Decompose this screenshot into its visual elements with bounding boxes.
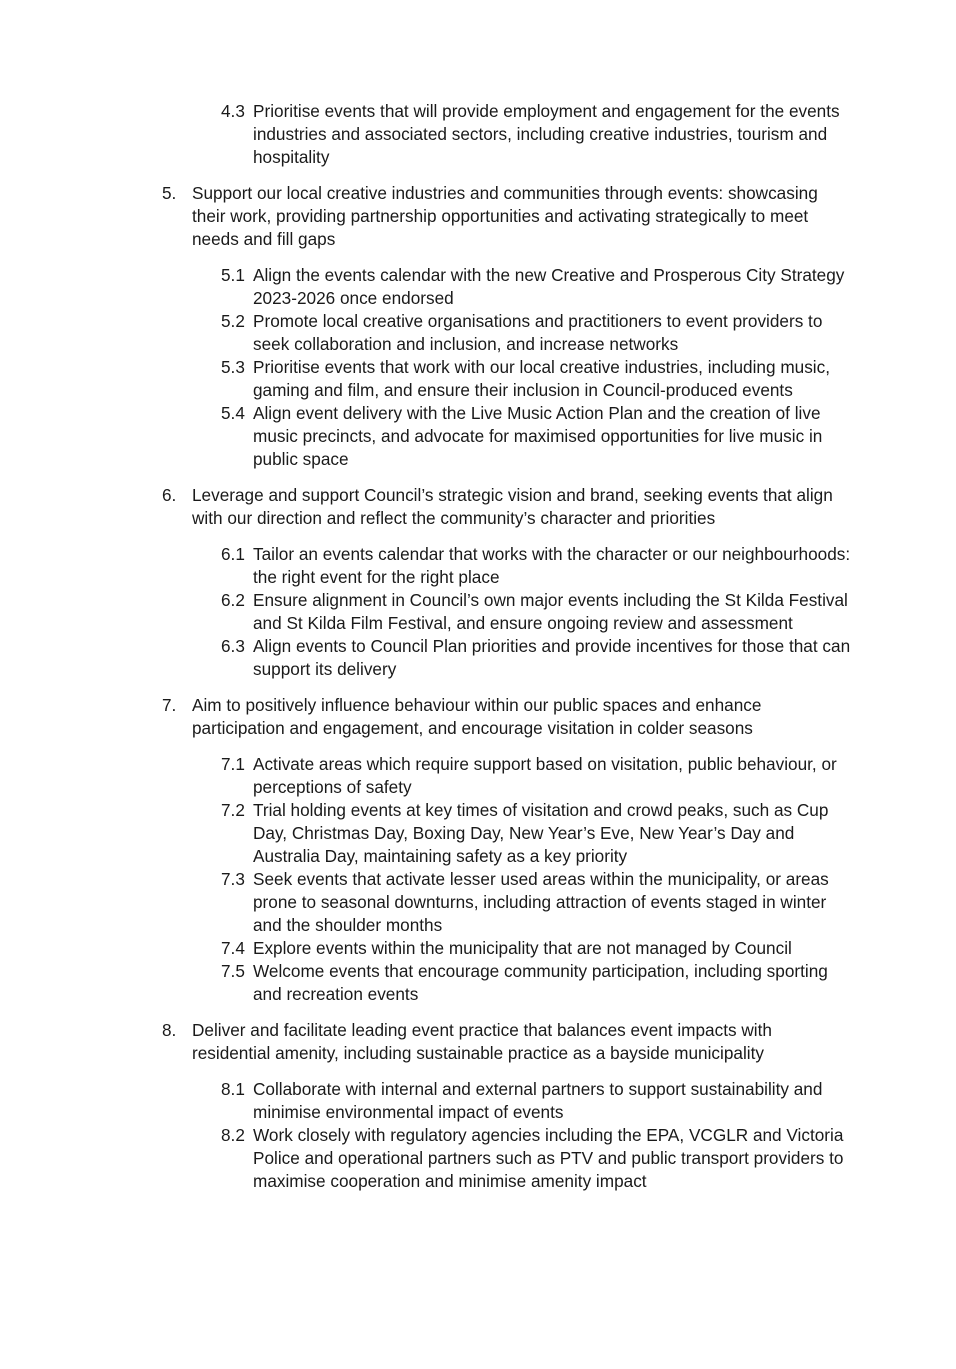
section-text: Leverage and support Council’s strategic vision and brand, seeking events that align with our direction and reflect the community’s character and priorities — [192, 485, 833, 528]
section-6 — [0, 484, 842, 530]
sub-item-text: Ensure alignment in Council’s own major events including the St Kilda Festival and St Kilda Film Festival, and ensure ongoing review and assessment — [253, 590, 848, 633]
sub-item-number: 5.1 — [221, 265, 245, 285]
sub-item-number: 6.2 — [221, 590, 245, 610]
sub-item-7-4 — [0, 937, 853, 960]
sub-item-text: Welcome events that encourage community participation, including sporting and recreation events — [253, 961, 828, 1004]
section-text: Deliver and facilitate leading event practice that balances event impacts with residential amenity, including sustainable practice as a bayside municipality — [192, 1020, 772, 1063]
section-5 — [0, 182, 842, 251]
sub-item-number: 4.3 — [221, 101, 245, 121]
section-text: Support our local creative industries and communities through events: showcasing their work, providing partnership opportunities and activating strategically to meet needs and fill gaps — [192, 183, 818, 249]
sub-item-number: 7.5 — [221, 961, 245, 981]
sub-item-number: 7.2 — [221, 800, 245, 820]
sub-item-8-2 — [0, 1124, 853, 1193]
sub-item-number: 5.2 — [221, 311, 245, 331]
sub-item-7-2 — [0, 799, 853, 868]
sub-item-4-3 — [0, 100, 853, 169]
sub-item-number: 5.3 — [221, 357, 245, 377]
sub-item-number: 7.3 — [221, 869, 245, 889]
sub-item-text: Promote local creative organisations and practitioners to event providers to seek collaboration and inclusion, and increase networks — [253, 311, 823, 354]
sub-item-text: Tailor an events calendar that works with the character or our neighbourhoods: the right event for the right place — [253, 544, 851, 587]
sub-item-5-2 — [0, 310, 853, 356]
sub-item-text: Explore events within the municipality that are not managed by Council — [253, 938, 792, 958]
sub-item-7-1 — [0, 753, 853, 799]
sub-item-text: Trial holding events at key times of visitation and crowd peaks, such as Cup Day, Christmas Day, Boxing Day, New Year’s Eve, New Year’s Day and Australia Day, maintaining safety as a key priority — [253, 800, 829, 866]
sub-item-7-5 — [0, 960, 853, 1006]
sub-item-text: Align event delivery with the Live Music Action Plan and the creation of live music precincts, and advocate for maximised opportunities for live music in public space — [253, 403, 823, 469]
sub-item-number: 8.2 — [221, 1125, 245, 1145]
sub-item-5-1 — [0, 264, 853, 310]
sub-item-text: Work closely with regulatory agencies including the EPA, VCGLR and Victoria Police and operational partners such as PTV and public transport providers to maximise cooperation and minimise amenity impact — [253, 1125, 844, 1191]
sub-item-number: 5.4 — [221, 403, 245, 423]
sub-item-text: Align the events calendar with the new Creative and Prosperous City Strategy 2023-2026 once endorsed — [253, 265, 845, 308]
section-5-items — [0, 264, 956, 471]
sub-item-text: Seek events that activate lesser used areas within the municipality, or areas prone to seasonal downturns, including attraction of events staged in winter and the shoulder months — [253, 869, 829, 935]
sub-item-text: Prioritise events that will provide employment and engagement for the events industries and associated sectors, including creative industries, tourism and hospitality — [253, 101, 840, 167]
sub-item-text: Align events to Council Plan priorities and provide incentives for those that can support its delivery — [253, 636, 851, 679]
sub-item-number: 8.1 — [221, 1079, 245, 1099]
sub-item-5-3 — [0, 356, 853, 402]
section-number: 8. — [162, 1020, 177, 1040]
sub-item-number: 7.4 — [221, 938, 245, 958]
sub-item-6-2 — [0, 589, 853, 635]
section-number: 7. — [162, 695, 177, 715]
sub-item-5-4 — [0, 402, 853, 471]
section-7-items — [0, 753, 956, 1006]
document-page — [0, 100, 956, 1193]
sub-item-text: Activate areas which require support based on visitation, public behaviour, or perceptions of safety — [253, 754, 837, 797]
sub-item-number: 6.3 — [221, 636, 245, 656]
sub-item-number: 7.1 — [221, 754, 245, 774]
sub-item-text: Prioritise events that work with our local creative industries, including music, gaming and film, and ensure their inclusion in Council-produced events — [253, 357, 830, 400]
section-number: 6. — [162, 485, 177, 505]
sub-item-number: 6.1 — [221, 544, 245, 564]
sub-item-text: Collaborate with internal and external partners to support sustainability and minimise environmental impact of events — [253, 1079, 823, 1122]
sub-item-6-3 — [0, 635, 853, 681]
section-number: 5. — [162, 183, 177, 203]
sub-item-7-3 — [0, 868, 853, 937]
section-7 — [0, 694, 842, 740]
sub-item-8-1 — [0, 1078, 853, 1124]
section-8-items — [0, 1078, 956, 1193]
section-8 — [0, 1019, 842, 1065]
section-6-items — [0, 543, 956, 681]
sub-item-6-1 — [0, 543, 853, 589]
section-text: Aim to positively influence behaviour within our public spaces and enhance participation and engagement, and encourage visitation in colder seasons — [192, 695, 762, 738]
